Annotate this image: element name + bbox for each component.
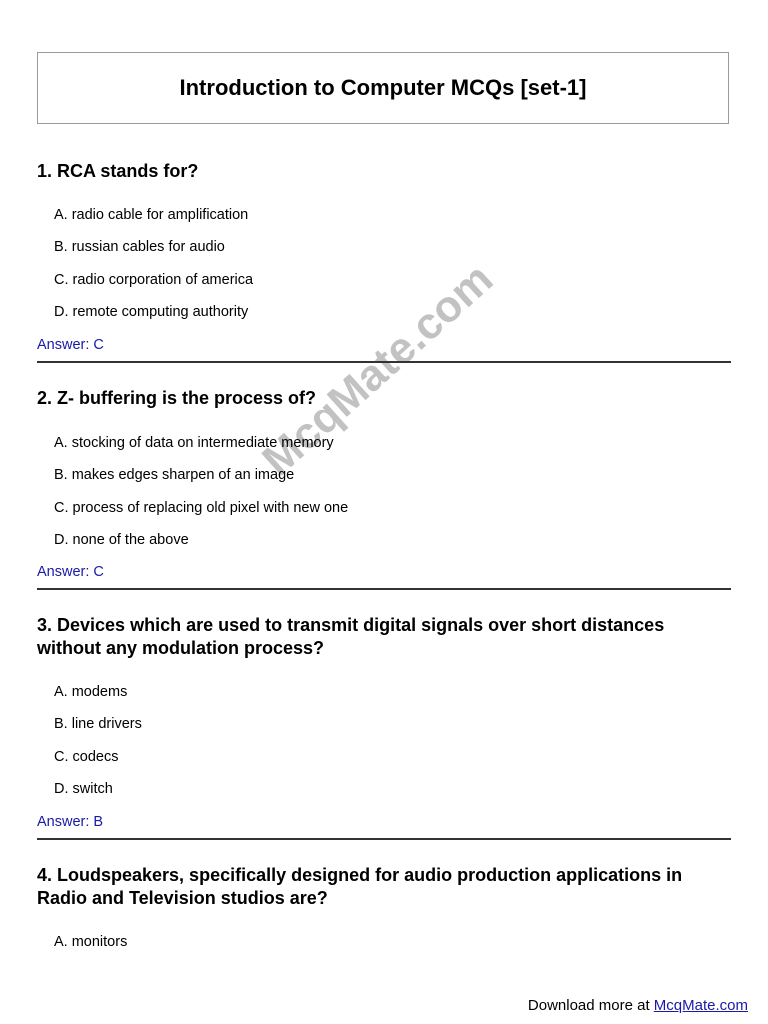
- option-d: D. remote computing authority: [54, 304, 249, 320]
- option-a: A. modems: [54, 684, 128, 700]
- question-text: 3. Devices which are used to transmit digital signals over short distances without any modulation process?: [37, 615, 665, 658]
- question-text: 4. Loudspeakers, specifically designed for audio production applications in Radio and Television studios are?: [37, 865, 683, 908]
- divider: [37, 588, 731, 590]
- answer-label: Answer: C: [37, 564, 104, 580]
- watermark: McqMate.com: [253, 254, 503, 486]
- question-1: [37, 160, 731, 353]
- option-c: C. process of replacing old pixel with new one: [54, 500, 349, 516]
- option-b: B. russian cables for audio: [54, 239, 225, 255]
- option-b: B. makes edges sharpen of an image: [54, 467, 295, 483]
- answer-label: Answer: C: [37, 337, 104, 353]
- option-d: D. switch: [54, 781, 113, 797]
- question-3: [37, 614, 731, 830]
- option-b: B. line drivers: [54, 716, 142, 732]
- option-c: C. codecs: [54, 749, 119, 765]
- divider: [37, 838, 731, 840]
- option-a: A. stocking of data on intermediate memory: [54, 435, 334, 451]
- answer-label: Answer: B: [37, 814, 104, 830]
- title-box: [37, 52, 729, 124]
- option-a: A. monitors: [54, 934, 128, 950]
- question-text: 2. Z- buffering is the process of?: [37, 388, 317, 408]
- page-title: Introduction to Computer MCQs [set-1]: [179, 75, 587, 100]
- option-d: D. none of the above: [54, 532, 189, 548]
- footer-prefix: Download more at: [527, 997, 650, 1014]
- question-2: [37, 387, 731, 580]
- footer-link[interactable]: McqMate.com: [653, 997, 748, 1014]
- question-4: [37, 864, 731, 950]
- divider: [37, 361, 731, 363]
- footer: [528, 997, 748, 1014]
- option-a: A. radio cable for amplification: [54, 207, 249, 223]
- question-text: 1. RCA stands for?: [37, 161, 199, 181]
- option-c: C. radio corporation of america: [54, 272, 254, 288]
